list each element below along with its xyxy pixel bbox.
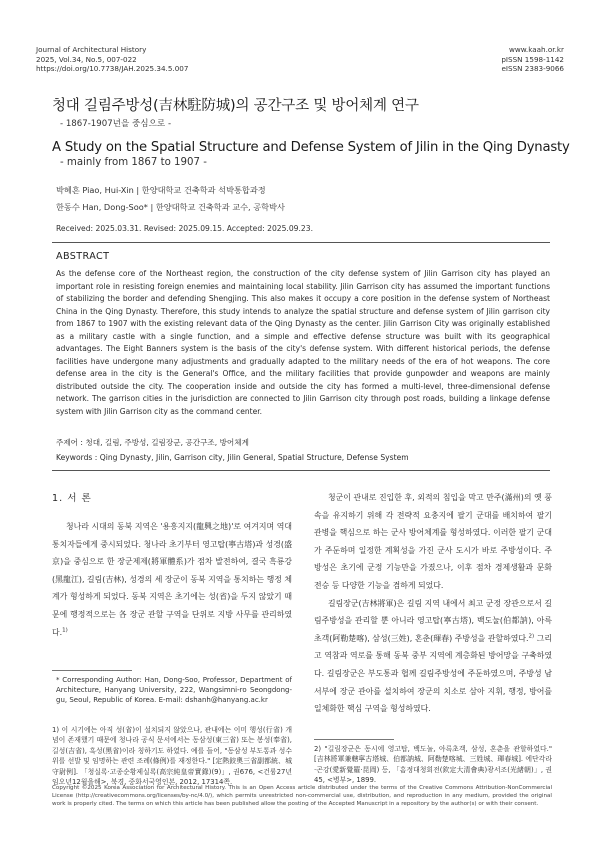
journal-meta [501, 45, 564, 74]
intro-paragraph-right-1: 청군이 관내로 진입한 후, 외적의 침입을 막고 만주(滿州)의 옛 풍속을 유지하기 위해 각 전략적 요충지에 팔기 군대를 배치하여 팔기 관병을 핵심으로 하는 군사 방어체계를 형성하였다. 이러한 팔기 군대가 주둔하며 일정한 계획성을 가진 군사 도시가 바로 주방성이다. 주방성은 초기에 군정 기능만을 가졌으나, 이후 점차 경제생활과 문화 전승 등 다양한 기능을 겸하게 되었다. [314, 493, 552, 590]
footnote-ref-1[interactable]: 1) [62, 626, 68, 633]
intro-column-right [314, 489, 552, 718]
pissn: pISSN 1598-1142 [501, 54, 564, 64]
journal-name: Journal of Architectural History [36, 45, 147, 54]
footnote-2: 2) "길림장군은 동시에 영고탑, 백도눌, 아륵초객, 삼성, 혼춘을 관할하였다." [吉林將軍兼轄寧古塔城、伯都訥城、阿勒楚喀城、三姓城、琿春城]. 에단각라·곤강(愛新覺羅·昆岡) 등, 「흠정대청회전(欽定大清會典)광서조(光緒朝)」, 권45, <병부>, 1899. [314, 745, 552, 785]
keywords-bottom-rule [52, 470, 550, 471]
title-english: A Study on the Spatial Structure and Defense System of Jilin in the Qing Dynasty [52, 140, 570, 155]
eissn: eISSN 2383-9066 [501, 64, 564, 74]
title-korean: 청대 길림주방성(吉林駐防城)의 공간구조 및 방어체계 연구 [52, 98, 419, 114]
footnote-ref-2[interactable]: 2) [528, 633, 535, 640]
keywords-english: Keywords : Qing Dynasty, Jilin, Garrison city, Jilin General, Spatial Structure, Defense System [56, 453, 409, 462]
intro-paragraph-right-2 [314, 595, 552, 718]
abstract-heading: ABSTRACT [56, 251, 110, 262]
corresponding-author: * Corresponding Author: Han, Dong-Soo, Professor, Department of Architecture, Hanyang University, 222, Wangsimni-ro Seongdong-gu, Seoul, Republic of Korea. E-mail: dshanh@hanyang.ac.kr [56, 676, 292, 705]
section-title: 1. 서 론 [52, 493, 92, 504]
submission-dates: Received: 2025.03.31. Revised: 2025.09.15. Accepted: 2025.09.23. [56, 224, 314, 233]
subtitle-korean: - 1867-1907년을 중심으로 - [60, 119, 172, 129]
author-list [56, 182, 285, 216]
intro-text-2: 길림장군(吉林將軍)은 길림 지역 내에서 최고 군정 장관으로서 길림주방성을 관리할 뿐 아니라 영고탑(寧古塔), 백도눌(伯都訥), 아륵초객(阿勒楚喀), 삼성(三姓), 혼춘(琿春) 주방성을 관할하였다. [314, 598, 552, 643]
journal-issue: 2025, Vol.34, No.5, 007-022 [36, 54, 137, 64]
abstract-top-rule [52, 242, 550, 243]
intro-text-2-cont: 그리고 역참과 역로를 통해 동북 중부 지역에 계층화된 방어망을 구축하였다. 길림장군은 부도통과 협께 길림주방성에 주둔하였으며, 주방성 남서부에 장군 관아를 설치하여 장군의 치소로 삼아 지휘, 행정, 방어를 일체화한 핵심 구역을 형성하였다. [314, 633, 552, 714]
keywords-korean: 주제어 : 청대, 길림, 주방성, 길림장군, 공간구조, 방어체계 [56, 438, 249, 447]
copyright-notice: Copyright ©2025 Korea Association for Architectural History. This is an Open Access article distributed under the terms of the Creative Commons Attribution-NonCommercial License (http://creativecommons.org/licenses/by-nc/4.0/), which permits unrestricted non-commercial use, distribution, and reproduction in any medium, provided the original work is properly cited. The terms on which this article has been published allow the posting of the Accepted Manuscript in a repository by the author(s) or with their consent. [52, 785, 552, 807]
footnote-rule-right [314, 739, 394, 740]
journal-header [36, 45, 188, 74]
footnote-rule-left [52, 670, 132, 671]
intro-text: 청나라 시대의 동북 지역은 '용흥지지(龍興之地)'로 여겨지며 역대 통치자들에게 중시되었다. 청나라 초기부터 영고탑(寧古塔)과 성경(盛京)을 중심으로 한 장군제제(將軍體系)가 점차 발전하여, 결국 흑룡강(黑龍江), 길림(吉林), 성경의 세 장군이 동북 지역을 통치하는 행정 체계가 형성하게 되었다. 동북 지역은 초기에는 성(省)을 두지 않았기 때문에 행정적으로는 各 장군 관할 구역을 단위로 지방 사무를 관리하였다. [52, 522, 292, 637]
website-link[interactable]: www.kaah.or.kr [508, 45, 564, 54]
author-2: 한동수 Han, Dong-Soo* | 한양대학교 건축학과 교수, 공학박사 [56, 202, 285, 212]
subtitle-english: - mainly from 1867 to 1907 - [60, 157, 207, 168]
intro-paragraph-left [52, 518, 292, 641]
abstract-body: As the defense core of the Northeast region, the construction of the city defense system of Jilin Garrison city has played an important role in resisting foreign enemies and maintaining local stability. Jilin Garrison city has assumed the important functions of stabilizing the border and defending Shengjing. This also makes it occupy a core position in the defense system of Northeast China in the Qing Dynasty. Therefore, this study intends to analyze the spatial structure and defense system of Jilin garrison city from 1867 to 1907 with the existing relevant data of the Qing Dynasty as the center. Jilin Garrison City was originally established as a military castle with a single function, and a simple and effective defense structure was built with its geographical advantages. The Eight Banners system is the basis of the city's defense system. With different historical periods, the defense facilities have undergone many adjustments and gradually adapted to the military needs of the era of hot weapons. The core defense area in the city is the General's Office, and the military facilities that provide gunpowder and weapons are mainly distributed outside the city. The cooperation inside and outside the city has formed a multi-level, three-dimensional defense network. The garrison cities in the jurisdiction are connected to Jilin Garrison city through post roads, building a linkage defense system with Jilin Garrison city as the command center. [56, 269, 550, 417]
doi-link[interactable]: https://doi.org/10.7738/JAH.2025.34.5.007 [36, 64, 189, 74]
author-1: 박혜흔 Piao, Hui-Xin | 한양대학교 건축학과 석박통합과정 [56, 185, 266, 195]
footnote-1: 1) 이 시기에는 아직 성(省)이 설치되지 않았으나, 관내에는 이미 행성(行省) 개념이 존재했기 때문에 청나라 공식 문서에서는 동삼성(東三省) 또는 봉성(奉省), 길성(吉省), 흑성(黑省)이라 칭하기도 하였다. 예를 들어, "동삼성 부도통과 성수위를 선발 및 임명하는 관련 조례(條例)를 재정한다." [定熱鉸奧三省副都統、城守尉例]. 「청실록·고종순황제실록(高宗純皇帝實錄)(9)」, 권676, <건륭27년임오년12월을해>, 북경, 중화서국영인본, 2012, 17314쪽. [52, 726, 292, 787]
